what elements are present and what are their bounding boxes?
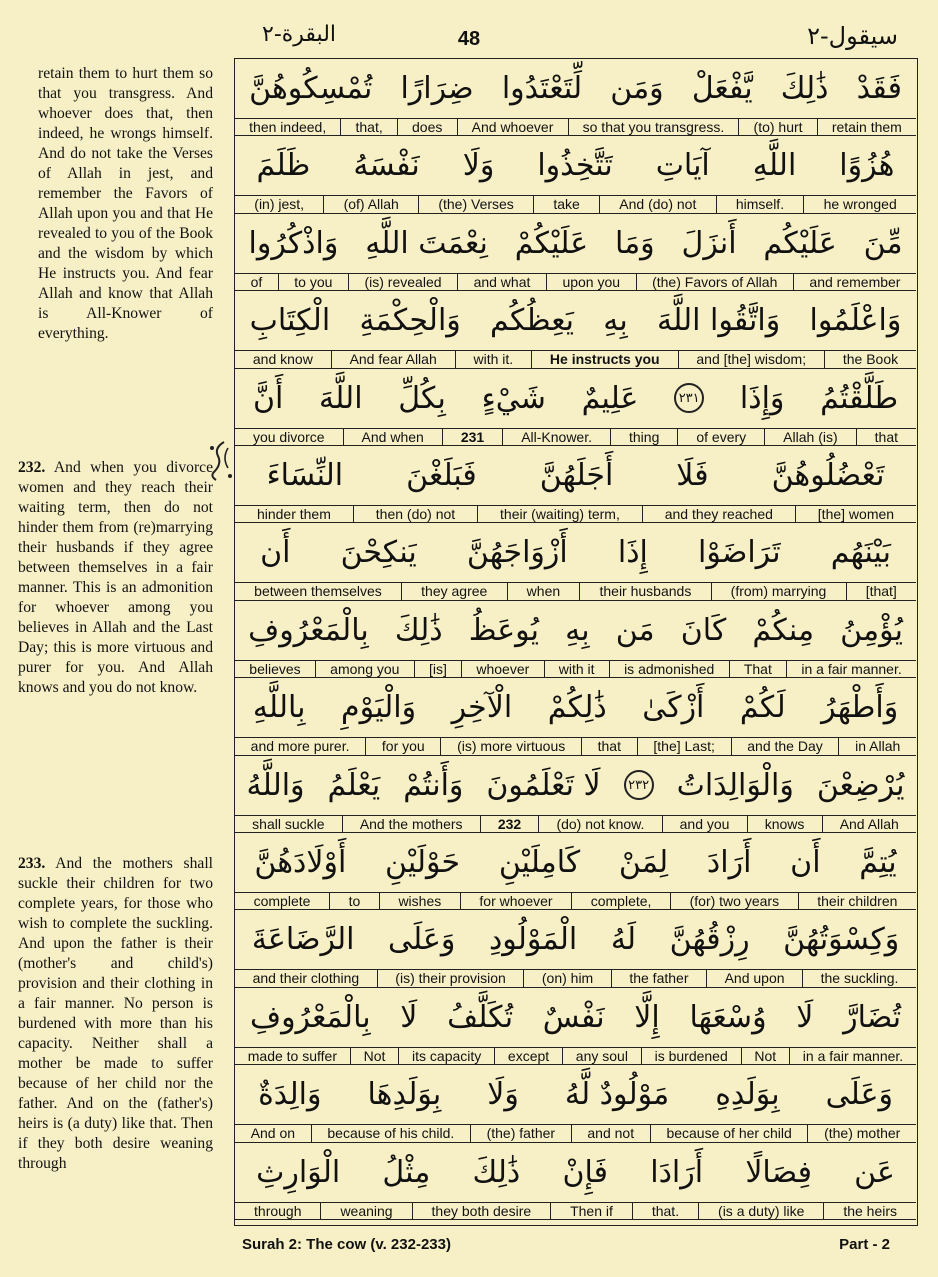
gloss-cell: their husbands	[579, 583, 710, 599]
arabic-word: وَكِسْوَتُهُنَّ	[783, 922, 900, 958]
arabic-word: تَعْضُلُوهُنَّ	[771, 458, 885, 493]
line-13	[235, 988, 916, 1065]
arabic-word: لَكُمْ	[739, 690, 786, 726]
arabic-word: يُتِمَّ	[859, 845, 897, 880]
gloss-cell: with it.	[455, 351, 531, 367]
gloss-line	[235, 428, 916, 446]
arabic-word: لَا	[796, 999, 814, 1035]
arabic-word: لِمَنْ	[618, 845, 669, 880]
gloss-cell: then indeed,	[249, 119, 327, 135]
arabic-word: نِعْمَتَ اللَّهِ	[365, 225, 488, 261]
line-3	[235, 214, 916, 291]
arabic-word: يَعْلَمُ	[327, 767, 381, 803]
arabic-word: وَإِذَا	[739, 380, 785, 416]
gloss-cell: (the) father	[470, 1125, 571, 1141]
gloss-cell: for you	[365, 738, 440, 754]
gloss-cell: they agree	[401, 583, 507, 599]
gloss-cell: All-Knower.	[502, 429, 610, 445]
gloss-cell: the father	[611, 970, 706, 986]
arabic-word: لَا	[400, 999, 418, 1035]
gloss-cell: And fear Allah	[331, 351, 455, 367]
gloss-cell: to	[329, 893, 379, 909]
gloss-cell: wishes	[379, 893, 460, 909]
arabic-line	[235, 988, 916, 1047]
verse-end-marker: ٢٣١	[674, 383, 704, 413]
gloss-line	[235, 1124, 916, 1142]
arabic-word: مَن	[615, 612, 655, 648]
arabic-word: الْمَوْلُودِ	[488, 922, 578, 958]
arabic-word: وَالْحِكْمَةِ	[359, 303, 461, 339]
arabic-word: بِوَلَدِهِ	[715, 1077, 780, 1113]
arabic-word: ذَٰلِكَ	[394, 612, 443, 648]
arabic-word: يَعِظُكُم	[490, 303, 575, 339]
arabic-word: وَمَن	[610, 71, 664, 106]
gloss-cell: and remember	[793, 274, 916, 290]
gloss-cell: Not	[741, 1048, 789, 1064]
arabic-word: فِصَالًا	[745, 1154, 812, 1190]
arabic-word: وَعَلَى	[388, 922, 456, 958]
line-5	[235, 369, 916, 446]
arabic-word: بِالْمَعْرُوفِ	[248, 612, 369, 648]
gloss-line	[235, 195, 916, 213]
gloss-cell: and know	[252, 351, 313, 368]
arabic-word: وَمَا	[614, 225, 655, 261]
gloss-cell: weaning	[320, 1203, 411, 1219]
gloss-cell: (is a duty) like	[698, 1203, 823, 1219]
gloss-cell: and their clothing	[252, 970, 360, 987]
line-4	[235, 291, 916, 368]
gloss-cell: between themselves	[254, 583, 382, 600]
arabic-word: الْوَارِثِ	[256, 1154, 341, 1190]
gloss-line	[235, 1047, 916, 1065]
arabic-line	[235, 59, 916, 118]
arabic-word: آيَاتِ	[655, 148, 710, 184]
gloss-cell: their children	[798, 893, 916, 909]
gloss-cell: thing	[610, 429, 677, 445]
arabic-word: وَاذْكُرُوا	[248, 225, 339, 261]
arabic-word: كَامِلَيْنِ	[498, 845, 581, 880]
gloss-cell: for whoever	[460, 893, 571, 909]
line-15	[235, 1143, 916, 1220]
gloss-cell: 231	[442, 429, 502, 445]
arabic-line	[235, 136, 916, 195]
gloss-cell: they both desire	[412, 1203, 551, 1219]
header-juz-name: سيقول-٢	[807, 22, 898, 50]
gloss-cell: (the) Favors of Allah	[636, 274, 793, 290]
arabic-line	[235, 1143, 916, 1202]
arabic-word: ذَٰلِكَ	[472, 1154, 521, 1190]
arabic-word: مَوْلُودٌ لَّهُ	[564, 1077, 670, 1113]
arabic-word: اللَّهِ	[752, 148, 797, 184]
arabic-word: وَالْيَوْمِ	[341, 690, 417, 726]
gloss-line	[235, 737, 916, 755]
arabic-word: مِّنَ	[863, 225, 903, 261]
translation-paragraph	[18, 458, 213, 698]
gloss-cell: in Allah	[838, 738, 916, 754]
gloss-cell: and [the] wisdom;	[678, 351, 824, 367]
arabic-word: نَفْسٌ	[542, 999, 605, 1035]
gloss-cell: made to suffer	[247, 1047, 337, 1064]
gloss-cell: that.	[632, 1203, 698, 1219]
line-7	[235, 523, 916, 600]
gloss-cell: then (do) not	[353, 506, 477, 522]
gloss-cell: and what	[457, 274, 546, 290]
arabic-word: الْكِتَابِ	[249, 303, 331, 339]
arabic-line	[235, 833, 916, 892]
arabic-line	[235, 678, 916, 737]
arabic-line	[235, 601, 916, 660]
arabic-word: أَجَلَهُنَّ	[539, 458, 614, 493]
arabic-word: وَلَا	[487, 1077, 519, 1113]
gloss-cell: is burdened	[641, 1048, 741, 1064]
arabic-line	[235, 214, 916, 273]
gloss-cell: the suckling.	[802, 970, 916, 986]
gloss-cell: does	[397, 119, 457, 135]
arabic-word: الرَّضَاعَةَ	[251, 922, 355, 958]
gloss-cell: upon you	[546, 274, 636, 290]
gloss-cell: their (waiting) term,	[477, 506, 642, 522]
arabic-word: تَرَاضَوْا	[698, 535, 781, 571]
arabic-word: بَيْنَهُم	[830, 535, 891, 571]
arabic-word: إِلَّا	[634, 999, 660, 1035]
arabic-word: لِّتَعْتَدُوا	[501, 71, 583, 106]
gloss-cell: And when	[343, 429, 442, 445]
arabic-word: تُكَلَّفُ	[447, 999, 514, 1035]
header-surah-name: البقرة-٢	[262, 22, 337, 47]
line-10	[235, 756, 916, 833]
gloss-cell: that	[581, 738, 637, 754]
gloss-cell: the heirs	[823, 1203, 916, 1219]
arabic-word: عَلَيْكُمْ	[514, 225, 589, 261]
arabic-word: أَوْلَادَهُنَّ	[254, 845, 347, 880]
gloss-cell: (for) two years	[670, 893, 798, 909]
translation-paragraph	[18, 854, 213, 1174]
gloss-cell: and they reached	[642, 506, 795, 522]
gloss-line	[235, 1202, 916, 1220]
gloss-cell: of	[250, 273, 263, 290]
gloss-line	[235, 815, 916, 833]
translation-text: And when you divorce women and they reach their waiting term, then do not hinder them from (re)marrying their husbands if they agree between themselves in a fair manner. This is an admonition for whoever among you believes in Allah and the Last Day; this is more virtuous and purer for you. And Allah knows and you do not know.	[18, 459, 213, 696]
arabic-word: بِهِ	[603, 303, 628, 339]
gloss-line	[235, 892, 916, 910]
arabic-word: أَرَادَا	[650, 1154, 704, 1190]
arabic-word: وَالْوَالِدَاتُ	[676, 767, 794, 803]
gloss-cell: [that]	[846, 583, 916, 599]
translation-text: retain them to hurt them so that you transgress. And whoever does that, then indeed, he wrongs himself. And do not take the Verses of Allah in jest, and remember the Favors of Allah upon you and that He revealed to you of the Book and the wisdom by which He instructs you. And fear Allah and know that Allah is All-Knower of everything.	[38, 65, 213, 342]
gloss-cell: to you	[278, 274, 348, 290]
verse-number: 233.	[18, 855, 46, 872]
translation-paragraph	[18, 64, 213, 344]
gloss-cell: that,	[340, 119, 397, 135]
line-6	[235, 446, 916, 523]
arabic-word: وَأَنتُمْ	[403, 767, 464, 803]
gloss-cell: (do) not know.	[538, 816, 661, 832]
arabic-word: فَلَا	[676, 458, 709, 493]
line-1	[235, 59, 916, 136]
arabic-word: اللَّهَ	[319, 380, 363, 416]
arabic-word: وَعَلَى	[825, 1077, 893, 1113]
gloss-cell: And upon	[706, 970, 802, 986]
line-9	[235, 678, 916, 755]
gloss-cell: because of his child.	[311, 1125, 470, 1141]
arabic-word: تُضَارَّ	[843, 999, 902, 1035]
gloss-cell: (on) him	[523, 970, 610, 986]
arabic-word: وَأَطْهَرُ	[821, 690, 899, 726]
arabic-word: لَا تَعْلَمُونَ	[486, 767, 601, 803]
gloss-cell: is admonished	[609, 661, 729, 677]
arabic-word: عَلَيْكُم	[763, 225, 837, 261]
arabic-word: طَلَّقْتُمُ	[820, 380, 899, 416]
arabic-word: هُزُوًا	[839, 148, 895, 184]
gloss-cell: any soul	[562, 1048, 641, 1064]
gloss-line	[235, 118, 916, 136]
arabic-word: رِزْقُهُنَّ	[669, 922, 750, 958]
gloss-cell: (the) mother	[807, 1125, 916, 1141]
arabic-word: أَرَادَ	[706, 845, 752, 880]
gloss-cell: knows	[747, 816, 822, 832]
gloss-cell: Then if	[550, 1203, 632, 1219]
gloss-cell: shall suckle	[252, 815, 325, 832]
arabic-word: فَقَدْ	[856, 71, 902, 106]
arabic-word: يَّفْعَلْ	[691, 71, 753, 106]
footer-part-number: Part - 2	[839, 1236, 890, 1253]
line-14	[235, 1065, 916, 1142]
gloss-cell: take	[533, 196, 599, 212]
gloss-cell: believes	[249, 660, 301, 677]
gloss-cell: And the mothers	[342, 816, 480, 832]
page-footer	[0, 1236, 938, 1266]
gloss-cell: its capacity	[398, 1048, 494, 1064]
arabic-word: ذَٰلِكُمْ	[547, 690, 607, 726]
arabic-word: ظَلَمَ	[256, 148, 311, 184]
line-11	[235, 833, 916, 910]
arabic-word: أَن	[790, 845, 821, 880]
line-8	[235, 601, 916, 678]
arabic-word: إِذَا	[617, 535, 648, 571]
verse-end-marker: ٢٣٢	[624, 770, 654, 800]
gloss-cell: whoever	[461, 661, 543, 677]
arabic-line	[235, 523, 916, 582]
gloss-cell: except	[494, 1048, 562, 1064]
arabic-word: أَنَّ	[252, 380, 284, 416]
arabic-word: ذَٰلِكَ	[780, 71, 829, 106]
arabic-line	[235, 756, 916, 815]
gloss-cell: in a fair manner.	[789, 1048, 916, 1064]
gloss-cell: himself.	[716, 196, 804, 212]
arabic-word: عَن	[854, 1154, 895, 1190]
gloss-cell: [the] Last;	[637, 738, 731, 754]
arabic-word: يُوعَظُ	[468, 612, 539, 648]
gloss-cell: And on	[250, 1125, 296, 1142]
gloss-cell: in a fair manner.	[786, 661, 916, 677]
arabic-word: شَيْءٍ	[481, 380, 546, 416]
gloss-cell: when	[507, 583, 580, 599]
gloss-cell: you divorce	[252, 428, 325, 445]
arabic-word: بِوَلَدِهَا	[367, 1077, 442, 1113]
line-12	[235, 910, 916, 987]
line-2	[235, 136, 916, 213]
arabic-word: النِّسَاءَ	[266, 458, 344, 493]
gloss-cell: And Allah	[822, 816, 916, 832]
gloss-cell: (is) revealed	[348, 274, 457, 290]
arabic-word: عَلِيمٌ	[581, 380, 639, 416]
arabic-word: فَإِنْ	[562, 1154, 609, 1190]
arabic-word: نَفْسَهُ	[353, 148, 420, 184]
gloss-cell: (the) Verses	[418, 196, 533, 212]
gloss-line	[235, 660, 916, 678]
gloss-cell: complete	[253, 893, 311, 909]
gloss-cell: (of) Allah	[323, 196, 418, 212]
arabic-word: تَتَّخِذُوا	[537, 148, 613, 184]
footer-surah-reference: Surah 2: The cow (v. 232-233)	[242, 1236, 451, 1253]
gloss-cell: because of her child	[650, 1125, 808, 1141]
gloss-cell: 232	[480, 816, 539, 832]
translation-text: And the mothers shall suckle their children for two complete years, for those who wish to complete the suckling. And upon the father is their (mother's and child's) provision and their clothing in a fair manner. No person is burdened with more than his capacity. Neither shall a mother be made to suffer because of her child nor the father. And on the (father's) heirs is (a duty) like that. Then if they both desire weaning through	[18, 855, 213, 1172]
gloss-line	[235, 505, 916, 523]
arabic-word: بِكُلِّ	[398, 380, 446, 416]
gloss-cell: that	[856, 429, 916, 445]
arabic-word: يُؤْمِنُ	[840, 612, 903, 648]
gloss-cell: so that you transgress.	[568, 119, 739, 135]
arabic-word: يُرْضِعْنَ	[816, 767, 905, 803]
arabic-word: يَنكِحْنَ	[340, 535, 417, 571]
arabic-word: وَالِدَةٌ	[258, 1077, 322, 1113]
arabic-line	[235, 291, 916, 350]
gloss-cell: (is) their provision	[377, 970, 524, 986]
gloss-cell: with it	[544, 661, 609, 677]
gloss-cell: Not	[350, 1048, 398, 1064]
gloss-cell: [the] women	[795, 506, 916, 522]
gloss-line	[235, 969, 916, 987]
gloss-cell: he wronged	[803, 196, 916, 212]
gloss-cell: And whoever	[457, 119, 568, 135]
gloss-cell: and the Day	[731, 738, 839, 754]
arabic-word: وَلَا	[462, 148, 495, 184]
arabic-word: فَبَلَغْنَ	[406, 458, 477, 493]
arabic-line	[235, 910, 916, 969]
gloss-cell: retain them	[817, 119, 916, 135]
gloss-cell: through	[254, 1202, 302, 1219]
gloss-cell: (in) jest,	[254, 196, 305, 213]
arabic-word: وَاللَّهُ	[246, 767, 305, 803]
arabic-line	[235, 446, 916, 505]
arabic-line	[235, 369, 916, 428]
gloss-cell: (from) marrying	[711, 583, 846, 599]
gloss-cell: of every	[677, 429, 764, 445]
gloss-cell: and more purer.	[250, 738, 350, 755]
gloss-cell: (to) hurt	[738, 119, 816, 135]
arabic-word: مِنكُمْ	[752, 612, 815, 648]
gloss-cell: the Book	[824, 351, 916, 367]
arabic-word: بِهِ	[565, 612, 590, 648]
gloss-cell: He instructs you	[531, 351, 677, 367]
arabic-word: وَاتَّقُوا اللَّهَ	[657, 303, 781, 339]
gloss-cell: among you	[315, 661, 414, 677]
arabic-word: أَزْوَاجَهُنَّ	[466, 535, 568, 571]
arabic-word: لَهُ	[610, 922, 637, 958]
arabic-word: وَاعْلَمُوا	[809, 303, 902, 339]
gloss-cell: (is) more virtuous	[440, 738, 581, 754]
arabic-word: الْآخِرِ	[451, 690, 513, 726]
arabic-word: بِالْمَعْرُوفِ	[249, 999, 371, 1035]
arabic-word: كَانَ	[680, 612, 727, 648]
arabic-word: حَوْلَيْنِ	[385, 845, 461, 880]
arabic-word: أَزْكَىٰ	[642, 690, 705, 726]
ruku-marker-icon	[204, 438, 234, 484]
gloss-cell: [is]	[414, 661, 461, 677]
verse-number: 232.	[18, 459, 46, 476]
arabic-word: ضِرَارًا	[400, 71, 474, 106]
page-header	[0, 0, 938, 58]
gloss-cell: complete,	[571, 893, 670, 909]
gloss-cell: And (do) not	[599, 196, 716, 212]
gloss-cell: and you	[662, 816, 747, 832]
gloss-cell: Allah (is)	[764, 429, 855, 445]
arabic-word: أَنزَلَ	[681, 225, 737, 261]
gloss-cell: hinder them	[256, 506, 331, 522]
gloss-line	[235, 350, 916, 368]
word-by-word-panel	[234, 58, 918, 1226]
page-number: 48	[457, 28, 481, 50]
arabic-word: بِاللَّهِ	[252, 690, 306, 726]
gloss-cell: That	[729, 661, 787, 677]
gloss-cell: and not	[571, 1125, 650, 1141]
gloss-line	[235, 273, 916, 291]
arabic-word: تُمْسِكُوهُنَّ	[249, 71, 373, 106]
arabic-word: مِثْلُ	[382, 1154, 431, 1190]
arabic-word: أَن	[260, 535, 291, 571]
arabic-word: وُسْعَهَا	[689, 999, 767, 1035]
gloss-line	[235, 582, 916, 600]
arabic-line	[235, 1065, 916, 1124]
